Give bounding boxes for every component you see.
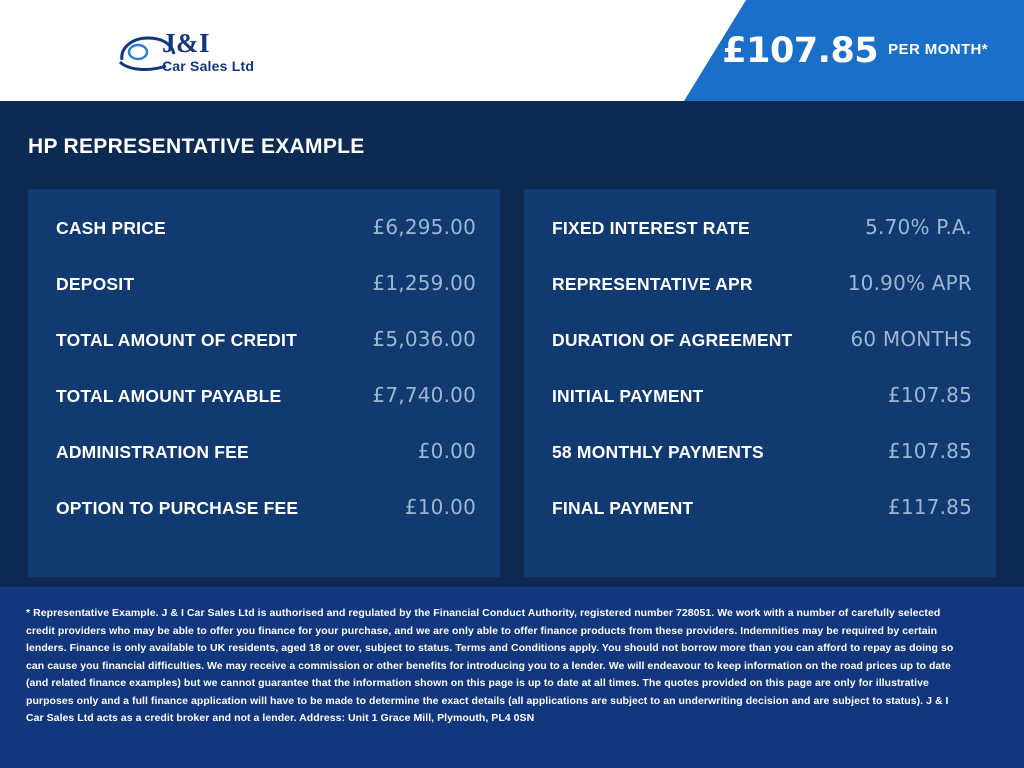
row-label: TOTAL AMOUNT PAYABLE bbox=[56, 386, 282, 406]
price-amount: £107.85 bbox=[722, 30, 879, 71]
table-row bbox=[552, 439, 972, 495]
table-row bbox=[56, 215, 476, 271]
row-value: £6,295.00 bbox=[372, 215, 476, 239]
row-value: £1,259.00 bbox=[372, 271, 476, 295]
finance-table-right bbox=[524, 189, 996, 577]
table-row bbox=[552, 215, 972, 271]
table-row bbox=[56, 439, 476, 495]
row-value: £107.85 bbox=[887, 383, 972, 407]
dealer-logo[interactable] bbox=[118, 26, 338, 82]
brand-title: J&I bbox=[162, 28, 210, 58]
row-value: 5.70% P.A. bbox=[865, 215, 972, 239]
main-content bbox=[0, 101, 1024, 587]
row-value: £10.00 bbox=[404, 495, 476, 519]
table-row bbox=[56, 271, 476, 327]
table-row bbox=[552, 383, 972, 439]
row-value: 60 MONTHS bbox=[850, 327, 972, 351]
row-value: £0.00 bbox=[417, 439, 476, 463]
row-label: FIXED INTEREST RATE bbox=[552, 218, 750, 238]
footer-disclaimer bbox=[0, 587, 1024, 768]
row-label: TOTAL AMOUNT OF CREDIT bbox=[56, 330, 297, 350]
brand-subtitle: Car Sales Ltd bbox=[162, 58, 255, 74]
page-header bbox=[0, 0, 1024, 101]
row-label: OPTION TO PURCHASE FEE bbox=[56, 498, 299, 518]
row-label: DEPOSIT bbox=[56, 274, 135, 294]
price-period: PER MONTH* bbox=[888, 41, 988, 58]
row-value: £117.85 bbox=[887, 495, 972, 519]
table-row bbox=[56, 327, 476, 383]
row-value: £5,036.00 bbox=[372, 327, 476, 351]
page-title: HP REPRESENTATIVE EXAMPLE bbox=[28, 135, 365, 158]
finance-tables bbox=[28, 189, 996, 577]
row-label: REPRESENTATIVE APR bbox=[552, 274, 753, 294]
finance-table-left bbox=[28, 189, 500, 577]
table-row bbox=[552, 495, 972, 551]
table-row bbox=[552, 271, 972, 327]
row-label: DURATION OF AGREEMENT bbox=[552, 330, 793, 350]
table-row bbox=[56, 495, 476, 551]
row-label: INITIAL PAYMENT bbox=[552, 386, 704, 406]
row-value: £107.85 bbox=[887, 439, 972, 463]
monthly-price bbox=[684, 0, 1024, 101]
row-label: ADMINISTRATION FEE bbox=[56, 442, 249, 462]
table-row bbox=[552, 327, 972, 383]
disclaimer-text: * Representative Example. J & I Car Sales Ltd is authorised and regulated by the Financial Conduct Authority, registered number 728051. We work with a number of carefully selected credit providers who may be able to offer you finance for your purchase, and we are only able to offer finance products from these providers. Indemnities may be required by certain lenders. Finance is only available to UK residents, aged 18 or over, subject to status. Terms and Conditions apply. You should not borrow more than you can afford to repay as doing so can cause you financial difficulties. We may receive a commission or other benefits for introducing you to a lender. We will endeavour to keep information on the road prices up to date (and related finance examples) but we cannot guarantee that the information shown on this page is up to date at all times. The quotes provided on this page are only for illustrative purposes only and a full finance application will have to be made to determine the exact details (all applications are subject to an underwriting decision and are subject to status). J & I Car Sales Ltd acts as a credit broker and not a lender. Address: Unit 1 Grace Mill, Plymouth, PL4 0SN bbox=[26, 607, 954, 724]
row-label: FINAL PAYMENT bbox=[552, 498, 694, 518]
row-value: £7,740.00 bbox=[372, 383, 476, 407]
row-value: 10.90% APR bbox=[847, 271, 972, 295]
row-label: CASH PRICE bbox=[56, 218, 166, 238]
table-row bbox=[56, 383, 476, 439]
row-label: 58 MONTHLY PAYMENTS bbox=[552, 442, 764, 462]
